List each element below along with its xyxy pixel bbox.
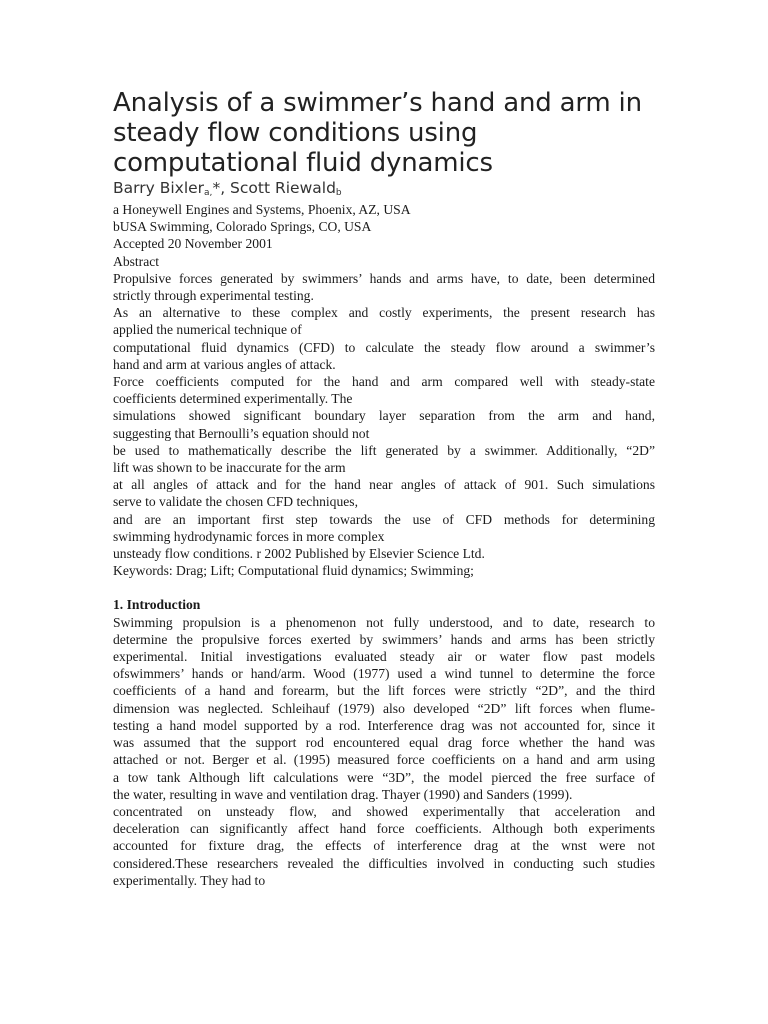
introduction-line: was assumed that the support rod encountered equal drag force whether the hand was <box>113 735 655 751</box>
author-2-affiliation-mark: b <box>335 188 342 198</box>
abstract-line: lift was shown to be inaccurate for the arm <box>113 460 346 476</box>
section-gap <box>113 579 655 596</box>
author-list <box>113 178 655 201</box>
title-line-2: steady flow conditions using <box>113 118 478 148</box>
document-page <box>113 88 655 889</box>
introduction-line: attached or not. Berger et al. (1995) measured force coefficients on a hand and arm using <box>113 752 655 768</box>
introduction-line: deceleration can significantly affect hand force coefficients. Although both experiments <box>113 821 655 837</box>
introduction-line: experimentally. They had to <box>113 872 266 888</box>
title-line-1: Analysis of a swimmer’s hand and arm in <box>113 88 642 118</box>
author-1-affiliation-mark: a, <box>204 188 213 198</box>
abstract-line: simulations showed significant boundary layer separation from the arm and hand, <box>113 408 655 424</box>
introduction-line: determine the propulsive forces exerted by swimmers’ hands and arms has been strictly <box>113 631 655 647</box>
introduction-line: a tow tank Although lift calculations were “3D”, the model pierced the free surface of <box>113 769 655 785</box>
abstract-line: be used to mathematically describe the lift generated by a swimmer. Additionally, “2D” <box>113 442 655 458</box>
accepted-date: Accepted 20 November 2001 <box>113 236 273 252</box>
abstract-line: computational fluid dynamics (CFD) to calculate the steady flow around a swimmer’s <box>113 339 655 355</box>
introduction-line: concentrated on unsteady flow, and showed experimentally that acceleration and <box>113 803 655 819</box>
author-1: Barry Bixler <box>113 179 205 197</box>
abstract-line: and are an important first step towards the use of CFD methods for determining <box>113 511 655 527</box>
introduction-line: testing a hand model supported by a rod. Interference drag was not accounted for, since it <box>113 717 655 733</box>
abstract-line: Keywords: Drag; Lift; Computational fluid dynamics; Swimming; <box>113 563 474 579</box>
abstract-line: applied the numerical technique of <box>113 322 302 338</box>
abstract-line: at all angles of attack and for the hand near angles of attack of 901. Such simulations <box>113 477 655 493</box>
introduction-line: experimental. Initial investigations evaluated steady air or water flow past models <box>113 649 655 665</box>
section-heading-introduction: 1. Introduction <box>113 597 201 613</box>
author-1-corresponding-mark: *, <box>212 179 231 197</box>
abstract-line: suggesting that Bernoulli’s equation should not <box>113 425 370 441</box>
affiliation-a: a Honeywell Engines and Systems, Phoenix, AZ, USA <box>113 202 411 217</box>
introduction-line: ofswimmers’ hands or hand/arm. Wood (1977) used a wind tunnel to determine the force <box>113 666 655 682</box>
paper-title <box>113 88 655 178</box>
abstract-heading: Abstract <box>113 253 160 269</box>
abstract-line: serve to validate the chosen CFD techniques, <box>113 494 358 510</box>
introduction-line: Swimming propulsion is a phenomenon not fully understood, and to date, research to <box>113 614 655 630</box>
introduction-line: accounted for fixture drag, the effects of interference drag at the wnst were not <box>113 838 655 854</box>
introduction-line: the water, resulting in wave and ventilation drag. Thayer (1990) and Sanders (1999). <box>113 786 573 802</box>
abstract-line: Propulsive forces generated by swimmers’ hands and arms have, to date, been determined <box>113 270 655 286</box>
introduction-line: considered.These researchers revealed the difficulties involved in conducting such studies <box>113 855 655 871</box>
abstract-line: unsteady flow conditions. r 2002 Published by Elsevier Science Ltd. <box>113 546 485 562</box>
abstract-line: As an alternative to these complex and costly experiments, the present research has <box>113 305 655 321</box>
abstract-line: strictly through experimental testing. <box>113 288 314 304</box>
abstract-line: coefficients determined experimentally. The <box>113 391 353 407</box>
abstract-line: hand and arm at various angles of attack. <box>113 356 336 372</box>
abstract-body <box>113 270 655 580</box>
title-line-3: computational fluid dynamics <box>113 148 493 178</box>
introduction-line: coefficients of a hand and forearm, but the lift forces were strictly “2D”, and the third <box>113 683 655 699</box>
author-2: Scott Riewald <box>230 179 336 197</box>
affiliation-b: bUSA Swimming, Colorado Springs, CO, USA <box>113 219 372 235</box>
abstract-line: swimming hydrodynamic forces in more complex <box>113 528 385 544</box>
introduction-body <box>113 614 655 889</box>
abstract-line: Force coefficients computed for the hand and arm compared well with steady-state <box>113 374 655 390</box>
introduction-line: dimension was neglected. Schleihauf (1979) also developed “2D” lift forces when flume- <box>113 700 655 716</box>
